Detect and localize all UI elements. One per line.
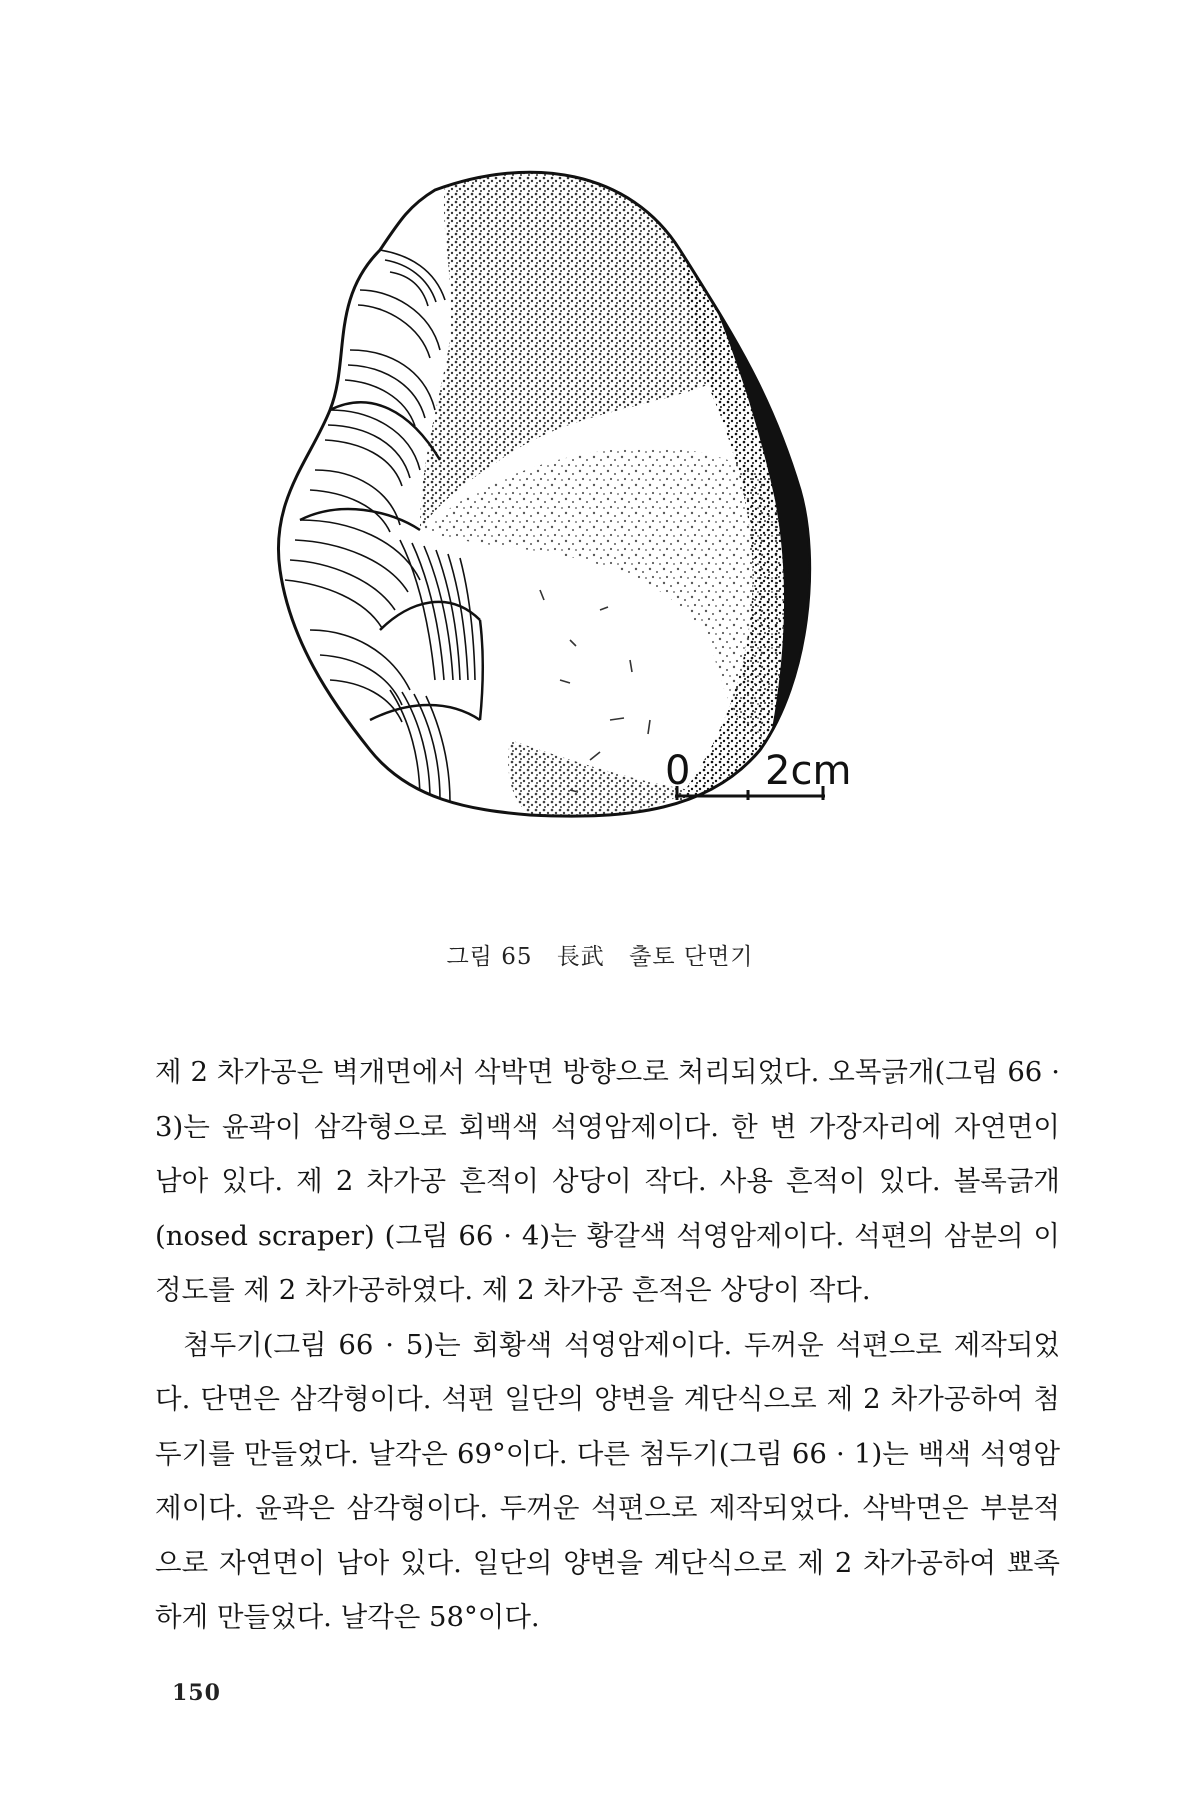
stone-tool-illustration (270, 160, 970, 920)
stone-tool-drawing (270, 160, 970, 920)
caption-title: 출토 단면기 (629, 944, 754, 970)
paragraph-1: 제 2 차가공은 벽개면에서 삭박면 방향으로 처리되었다. 오목긁개(그림 66 · 3)는 윤곽이 삼각형으로 회백색 석영암제이다. 한 변 가장자리에 자연면이 남아 있다. 제 2 차가공 흔적이 상당이 작다. 사용 흔적이 있다. 볼록긁개 (nosed scraper) (그림 66 · 4)는 황갈색 석영암제이다. 석편의 삼분의 이 정도를 제 2 차가공하였다. 제 2 차가공 흔적은 상당이 작다. (155, 1056, 1060, 1306)
scale-start-label: 0 (665, 748, 691, 794)
scale-end-label: 2cm (765, 748, 852, 794)
caption-place: 長武 (556, 944, 605, 970)
figure-caption (0, 938, 1200, 971)
paragraph-2: 첨두기(그림 66 · 5)는 회황색 석영암제이다. 두꺼운 석편으로 제작되었다. 단면은 삼각형이다. 석편 일단의 양변을 계단식으로 제 2 차가공하여 첨두기를 만들었다. 날각은 69°이다. 다른 첨두기(그림 66 · 1)는 백색 석영암제이다. 윤곽은 삼각형이다. 두꺼운 석편으로 제작되었다. 삭박면은 부분적으로 자연면이 남아 있다. 일단의 양변을 계단식으로 제 2 차가공하여 뾰족하게 만들었다. 날각은 58°이다. (155, 1328, 1060, 1633)
page-number: 150 (172, 1680, 221, 1706)
caption-label: 그림 65 (446, 944, 533, 970)
body-text (155, 1045, 1060, 1645)
